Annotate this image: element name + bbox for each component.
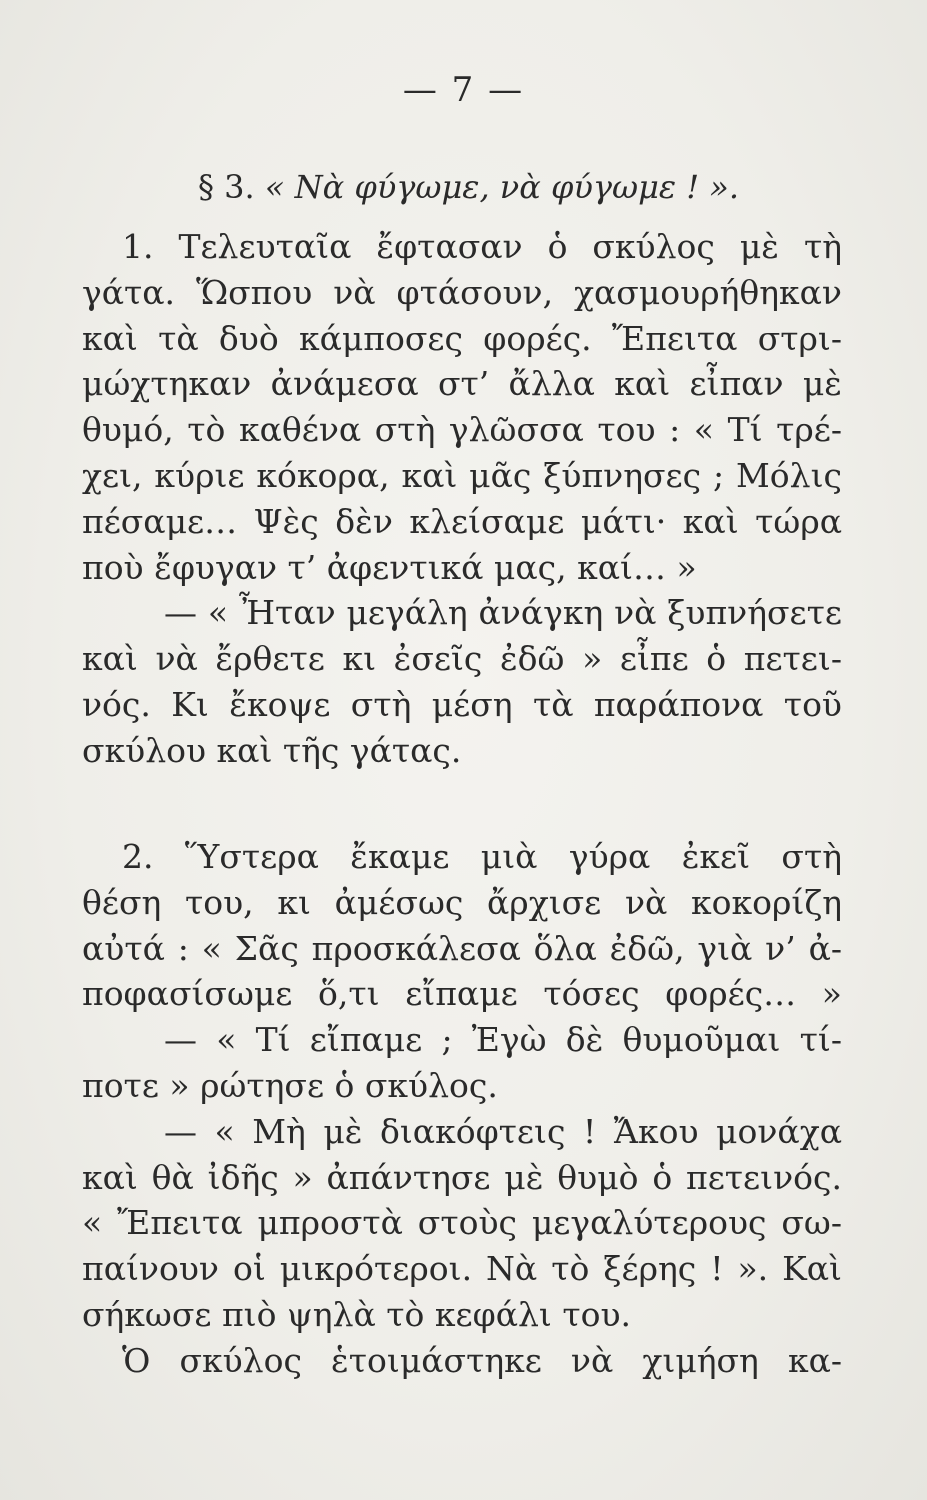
text-line: καὶ νὰ ἔρθετε κι ἐσεῖς ἐδῶ » εἶπε ὁ πετει- bbox=[82, 639, 842, 679]
text-line: καὶ τὰ δυὸ κάμποσες φορές. Ἔπειτα στρι- bbox=[82, 318, 842, 358]
text-line: μώχτηκαν ἀνάμεσα στ’ ἄλλα καὶ εἶπαν μὲ bbox=[82, 364, 842, 404]
text-line: Ὁ σκύλος ἑτοιμάστηκε νὰ χιμήση κα- bbox=[122, 1340, 842, 1380]
text-line: 2. Ὕστερα ἔκαμε μιὰ γύρα ἐκεῖ στὴ bbox=[122, 837, 842, 876]
page-number: — 7 — bbox=[402, 70, 525, 110]
section-title: « Νὰ φύγωμε, νὰ φύγωμε ! ». bbox=[264, 168, 740, 206]
text-line: θυμό, τὸ καθένα στὴ γλῶσσα του : « Τί τρέ- bbox=[82, 410, 842, 450]
text-line: — « Μὴ μὲ διακόφτεις ! Ἄκου μονάχα bbox=[164, 1111, 842, 1151]
text-line: καὶ θὰ ἰδῆς » ἀπάντησε μὲ θυμὸ ὁ πετεινός. bbox=[82, 1157, 842, 1197]
text-line: ποτε » ρώτησε ὁ σκύλος. bbox=[82, 1065, 498, 1105]
text-line: γάτα. Ὥσπου νὰ φτάσουν, χασμουρήθηκαν bbox=[82, 272, 842, 312]
text-line: πέσαμε… Ψὲς δὲν κλείσαμε μάτι· καὶ τώρα bbox=[82, 501, 842, 541]
text-line: — « Ἦταν μεγάλη ἀνάγκη νὰ ξυπνήσετε bbox=[164, 593, 842, 633]
text-line: παίνουν οἱ μικρότεροι. Νὰ τὸ ξέρης ! ». Καὶ bbox=[82, 1249, 842, 1289]
text-line: ποφασίσωμε ὅ,τι εἴπαμε τόσες φορές… » bbox=[82, 974, 842, 1014]
text-line: — « Τί εἴπαμε ; Ἐγὼ δὲ θυμοῦμαι τί- bbox=[164, 1020, 842, 1060]
section-heading bbox=[198, 168, 739, 206]
text-line: ποὺ ἔφυγαν τ’ ἀφεντικά μας, καί… » bbox=[82, 547, 697, 587]
text-line: θέση του, κι ἀμέσως ἄρχισε νὰ κοκορίζη bbox=[82, 882, 842, 922]
text-line: χει, κύριε κόκορα, καὶ μᾶς ξύπνησες ; Μόλις bbox=[82, 455, 842, 495]
text-line: σήκωσε πιὸ ψηλὰ τὸ κεφάλι του. bbox=[82, 1294, 632, 1334]
text-line: 1. Τελευταῖα ἔφτασαν ὁ σκύλος μὲ τὴ bbox=[122, 227, 842, 266]
text-line: νός. Κι ἔκοψε στὴ μέση τὰ παράπονα τοῦ bbox=[82, 684, 842, 724]
paragraph-2 bbox=[82, 834, 842, 1384]
text-line: αὐτά : « Σᾶς προσκάλεσα ὅλα ἐδῶ, γιὰ ν’ ἀ- bbox=[82, 928, 842, 968]
text-line: σκύλου καὶ τῆς γάτας. bbox=[82, 730, 462, 770]
text-line: « Ἔπειτα μπροστὰ στοὺς μεγαλύτερους σω- bbox=[82, 1203, 842, 1243]
section-number: § 3. bbox=[198, 168, 255, 206]
paragraph-1 bbox=[82, 224, 842, 774]
